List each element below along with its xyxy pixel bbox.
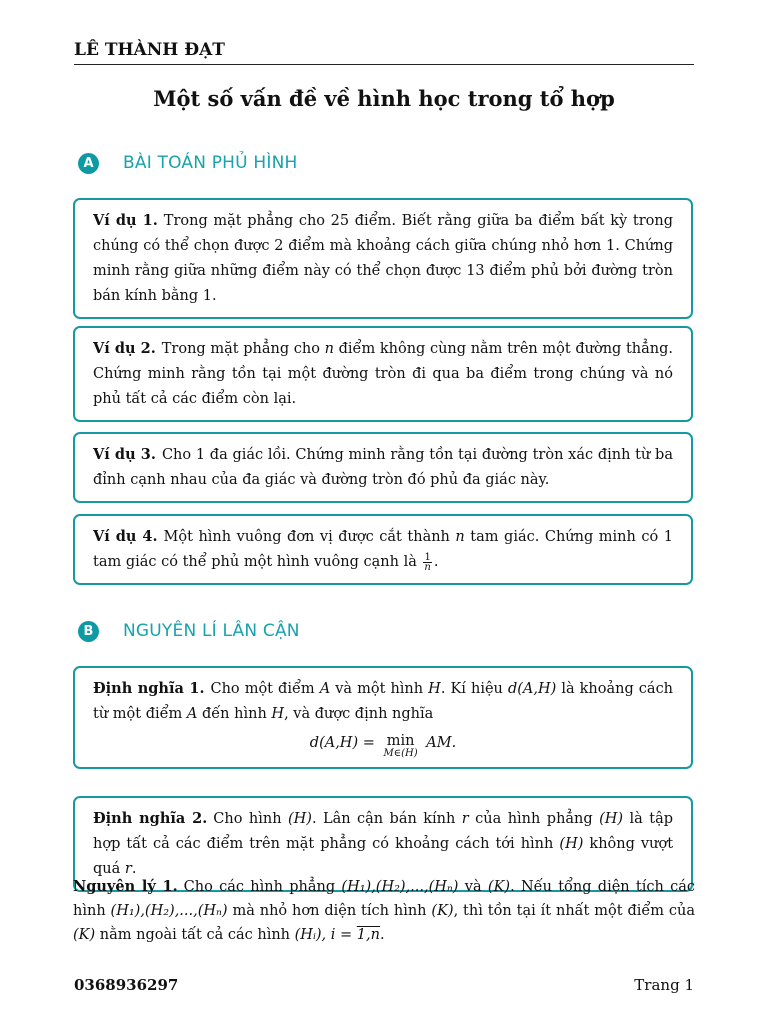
definition-2-var-h-2: (H) <box>599 811 624 827</box>
definition-1-text-2: và một hình <box>335 681 424 697</box>
example-2-label: Ví dụ 2. <box>93 340 156 357</box>
definition-1-box <box>73 666 693 769</box>
principle-1 <box>73 875 695 947</box>
example-2-text-2: điểm không cùng nằm trên một đường thẳng. Chứng minh rằng tồn tại một đường tròn đi qua ba điểm trong chúng và nó phủ tất cả các điểm còn lại. <box>93 341 674 407</box>
fraction-denominator: n <box>424 561 431 573</box>
fraction-numerator: 1 <box>424 551 431 563</box>
footer-phone: 0368936297 <box>74 976 179 994</box>
document-title: Một số vấn đề về hình học trong tổ hợp <box>153 86 615 111</box>
example-2-text-1: Trong mặt phẳng cho <box>161 341 320 357</box>
principle-1-range: 1,n <box>356 927 380 943</box>
principle-1-text-6: nằm ngoài tất cả các hình <box>99 927 291 943</box>
section-b-title: NGUYÊN LÍ LÂN CẬN <box>123 621 300 641</box>
definition-1-text-4: là khoảng cách từ một điểm <box>93 681 674 722</box>
principle-1-text-3: . Nếu tổng diện tích các hình <box>73 879 696 919</box>
principle-1-text-4: mà nhỏ hơn diện tích hình <box>232 903 427 919</box>
example-1-box <box>73 198 693 319</box>
principle-1-text-2: và <box>464 879 482 895</box>
section-b-heading <box>78 618 300 644</box>
formula-min-operator <box>383 733 417 759</box>
example-4-box <box>73 514 693 585</box>
principle-1-text-5: , thì tồn tại ít nhất một điểm của <box>453 903 696 919</box>
definition-2-var-h: (H) <box>287 811 312 827</box>
principle-1-var-k-2: (K) <box>431 903 454 919</box>
section-b-badge: B <box>78 621 99 642</box>
principle-1-text-1: Cho các hình phẳng <box>183 879 336 895</box>
definition-1-label: Định nghĩa 1. <box>93 680 205 697</box>
principle-1-var-k: (K) <box>487 879 511 895</box>
definition-1-notation: d(A,H) <box>507 681 557 697</box>
definition-1-text-1: Cho một điểm <box>210 681 315 697</box>
example-1-label: Ví dụ 1. <box>93 212 158 229</box>
example-4-text-2: tam giác. Chứng minh có 1 tam giác có thể phủ một hình vuông cạnh là <box>93 529 673 570</box>
definition-2-text-1: Cho hình <box>213 811 282 827</box>
principle-1-label: Nguyên lý 1. <box>73 878 178 895</box>
definition-1-text-3: . Kí hiệu <box>440 681 503 697</box>
principle-1-seq: (H₁),(H₂),...,(Hₙ) <box>341 879 459 895</box>
definition-1-var-a: A <box>319 681 331 697</box>
example-4-var-n: n <box>455 529 465 545</box>
principle-1-hi: (Hᵢ), <box>294 927 327 943</box>
footer-page-number: Trang 1 <box>634 976 694 994</box>
formula-lhs: d(A,H) = <box>309 735 375 751</box>
principle-1-i-eq: i = <box>330 927 353 943</box>
example-1-text: Trong mặt phẳng cho 25 điểm. Biết rằng giữa ba điểm bất kỳ trong chúng có thể chọn được 2 điểm mà khoảng cách giữa chúng nhỏ hơn 1. Chứng minh rằng giữa những điểm này có thể chọn được 13 điểm phủ bởi đường tròn bán kính bằng 1. <box>93 213 673 304</box>
example-2-box <box>73 326 693 422</box>
example-4-label: Ví dụ 4. <box>93 528 158 545</box>
fraction-one-over-n <box>423 553 431 572</box>
definition-2-text-2: . Lân cận bán kính <box>311 811 456 827</box>
definition-1-formula <box>93 733 673 759</box>
definition-2-var-h-3: (H) <box>559 836 584 852</box>
principle-1-end: . <box>379 927 385 943</box>
definition-2-text-3: của hình phẳng <box>475 811 593 827</box>
definition-1-text-5: đến hình <box>201 706 267 722</box>
example-4-end: . <box>433 554 439 570</box>
definition-2-text-5: không vượt quá <box>93 836 674 877</box>
section-a-heading <box>78 150 298 176</box>
formula-min: min <box>386 733 415 749</box>
formula-rhs: AM. <box>426 735 457 751</box>
example-4-text-1: Một hình vuông đơn vị được cắt thành <box>163 529 450 545</box>
definition-1-var-a-2: A <box>186 706 198 722</box>
page-header-author: LÊ THÀNH ĐẠT <box>74 40 694 65</box>
definition-1-var-h-2: H <box>271 706 285 722</box>
formula-min-subscript: M∈(H) <box>383 748 418 759</box>
definition-1-var-h: H <box>428 681 441 697</box>
section-a-title: BÀI TOÁN PHỦ HÌNH <box>123 153 298 173</box>
example-2-var-n: n <box>324 341 334 357</box>
definition-2-var-r-2: r <box>124 861 132 877</box>
definition-2-var-r: r <box>461 811 469 827</box>
definition-2-end: . <box>131 861 137 877</box>
example-3-box <box>73 432 693 503</box>
principle-1-var-k-3: (K) <box>73 927 96 943</box>
definition-2-label: Định nghĩa 2. <box>93 810 208 827</box>
example-3-label: Ví dụ 3. <box>93 446 156 463</box>
principle-1-seq-2: (H₁),(H₂),...,(Hₙ) <box>110 903 228 919</box>
section-a-badge: A <box>78 153 99 174</box>
definition-1-text-6: , và được định nghĩa <box>284 706 434 722</box>
example-3-text: Cho 1 đa giác lồi. Chứng minh rằng tồn tại đường tròn xác định từ ba đỉnh cạnh nhau của đa giác và đường tròn đó phủ đa giác này. <box>93 447 673 488</box>
definition-2-text-4: là tập hợp tất cả các điểm trên mặt phẳng có khoảng cách tới hình <box>93 811 673 852</box>
